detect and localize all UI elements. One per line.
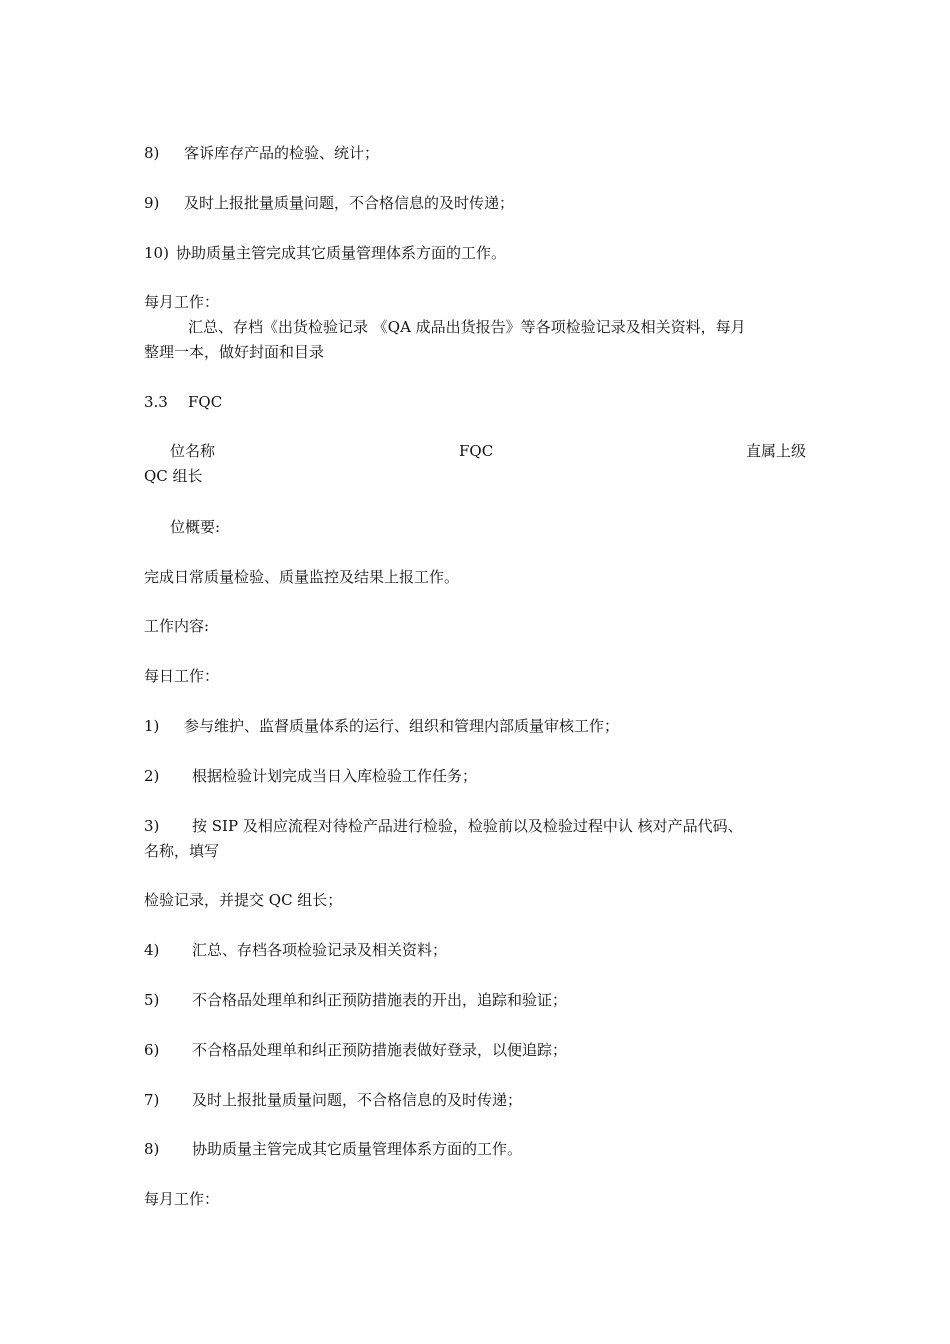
daily-item-4 [144, 940, 447, 960]
list-number: 3) [144, 817, 160, 835]
daily-item-2 [144, 766, 477, 786]
list-number: 8) [144, 144, 160, 162]
daily-item-3-cont: 名称，填写 [144, 842, 220, 860]
list-number: 8) [144, 1140, 160, 1158]
daily-item-3 [144, 816, 743, 836]
list-number: 7) [144, 1091, 160, 1109]
position-label: 位名称 [170, 442, 216, 460]
daily-item-1 [144, 716, 619, 736]
overview-label: 位概要: [170, 518, 221, 536]
monthly-paragraph-line1: 汇总、存档《出货检验记录 《QA 成品出货报告》等各项检验记录及相关资料，每月 [188, 318, 746, 336]
section-title: FQC [188, 393, 223, 411]
daily-item-3-cont2: 检验记录，并提交 QC 组长； [144, 891, 343, 909]
daily-item-7 [144, 1090, 522, 1110]
superior-label: 直属上级 [745, 442, 806, 460]
list-number: 10) [144, 244, 169, 262]
section-number: 3.3 [144, 393, 168, 411]
monthly-heading-2: 每月工作： [144, 1190, 220, 1208]
list-item-9 [144, 193, 514, 213]
work-content-label: 工作内容: [144, 617, 210, 635]
list-number: 9) [144, 194, 160, 212]
overview-text: 完成日常质量检验、质量监控及结果上报工作。 [144, 568, 460, 586]
monthly-heading: 每月工作： [144, 293, 220, 311]
list-text: 不合格品处理单和纠正预防措施表做好登录，以便追踪； [192, 1041, 568, 1059]
list-text: 客诉库存产品的检验、统计； [184, 144, 380, 162]
section-heading [144, 392, 222, 412]
list-item-10 [144, 243, 506, 263]
list-text: 及时上报批量质量问题，不合格信息的及时传递； [184, 194, 515, 212]
list-text: 协助质量主管完成其它质量管理体系方面的工作。 [176, 244, 507, 262]
list-text: 不合格品处理单和纠正预防措施表的开出，追踪和验证； [192, 991, 568, 1009]
daily-item-5 [144, 990, 567, 1010]
list-number: 6) [144, 1041, 160, 1059]
list-text: 参与维护、监督质量体系的运行、组织和管理内部质量审核工作； [184, 717, 620, 735]
list-text: 根据检验计划完成当日入库检验工作任务； [192, 767, 478, 785]
daily-item-6 [144, 1040, 567, 1060]
list-number: 2) [144, 767, 160, 785]
daily-item-8 [144, 1139, 522, 1159]
list-text: 按 SIP 及相应流程对待检产品进行检验，检验前以及检验过程中认 核对产品代码、 [192, 817, 743, 835]
position-value: FQC [459, 442, 494, 460]
list-item-8 [144, 143, 379, 163]
list-number: 1) [144, 717, 160, 735]
superior-value: QC 组长 [144, 467, 203, 485]
list-number: 4) [144, 941, 160, 959]
list-number: 5) [144, 991, 160, 1009]
list-text: 协助质量主管完成其它质量管理体系方面的工作。 [192, 1140, 523, 1158]
monthly-paragraph-line2: 整理一本，做好封面和目录 [144, 343, 325, 361]
daily-heading: 每日工作： [144, 667, 220, 685]
position-row [144, 441, 806, 461]
list-text: 及时上报批量质量问题，不合格信息的及时传递； [192, 1091, 523, 1109]
list-text: 汇总、存档各项检验记录及相关资料； [192, 941, 448, 959]
